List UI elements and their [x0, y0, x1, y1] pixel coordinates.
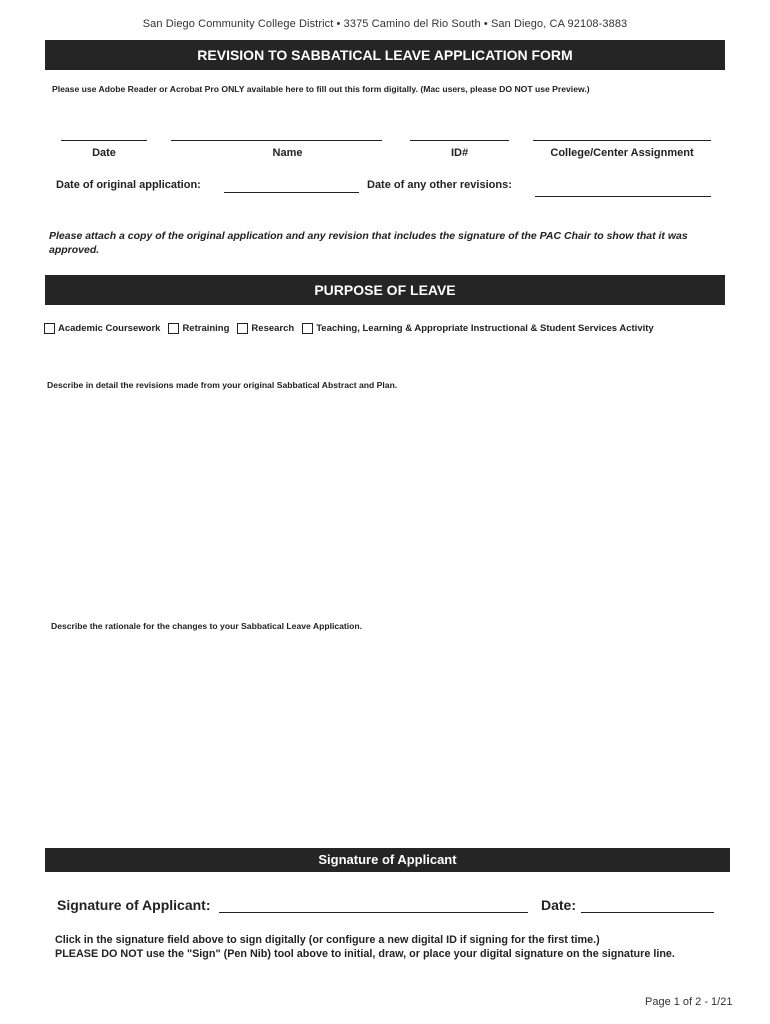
- date-field[interactable]: [61, 140, 147, 141]
- describe-revisions-label: Describe in detail the revisions made from your original Sabbatical Abstract and Plan.: [47, 380, 398, 390]
- checkbox-teaching-learning[interactable]: [302, 323, 313, 334]
- instructions-text: Please use Adobe Reader or Acrobat Pro ONLY available here to fill out this form digitally. (Mac users, please DO NOT use Preview.): [52, 84, 590, 94]
- id-field[interactable]: [410, 140, 509, 141]
- college-label: College/Center Assignment: [550, 147, 694, 159]
- checkbox-retraining[interactable]: [168, 323, 179, 334]
- other-revisions-label: Date of any other revisions:: [367, 179, 512, 191]
- form-title: REVISION TO SABBATICAL LEAVE APPLICATION FORM: [45, 40, 725, 70]
- option-label: Academic Coursework: [58, 323, 161, 334]
- checkbox-research[interactable]: [237, 323, 248, 334]
- signature-heading: Signature of Applicant: [45, 848, 730, 872]
- describe-rationale-label: Describe the rationale for the changes to your Sabbatical Leave Application.: [51, 621, 363, 631]
- signature-date-field[interactable]: [581, 912, 714, 913]
- signature-label: Signature of Applicant:: [57, 897, 211, 913]
- purpose-options: [44, 323, 654, 334]
- purpose-heading: PURPOSE OF LEAVE: [45, 275, 725, 305]
- signature-note-1: Click in the signature field above to sign digitally (or configure a new digital ID if signing for the first time.): [55, 934, 600, 946]
- purpose-option[interactable]: [237, 323, 294, 334]
- option-label: Teaching, Learning & Appropriate Instructional & Student Services Activity: [316, 323, 654, 334]
- signature-date-label: Date:: [541, 897, 577, 913]
- checkbox-academic-coursework[interactable]: [44, 323, 55, 334]
- revisions-text-area[interactable]: [47, 396, 727, 606]
- original-application-field[interactable]: [224, 192, 359, 193]
- college-field[interactable]: [533, 140, 711, 141]
- option-label: Research: [251, 323, 295, 334]
- original-application-label: Date of original application:: [56, 179, 201, 191]
- rationale-text-area[interactable]: [51, 638, 731, 838]
- purpose-option[interactable]: [302, 323, 654, 334]
- date-label: Date: [92, 147, 116, 159]
- page-number: Page 1 of 2 - 1/21: [645, 996, 733, 1008]
- option-label: Retraining: [182, 323, 230, 334]
- purpose-option[interactable]: [44, 323, 160, 334]
- id-label: ID#: [450, 147, 469, 159]
- other-revisions-field[interactable]: [535, 196, 711, 197]
- name-label: Name: [272, 147, 303, 159]
- attach-note: Please attach a copy of the original application and any revision that includes the signature of the PAC Chair to show that it was approved.: [49, 230, 688, 256]
- signature-note-2: PLEASE DO NOT use the "Sign" (Pen Nib) tool above to initial, draw, or place your digital signature on the signature line.: [55, 948, 675, 960]
- purpose-option[interactable]: [168, 323, 229, 334]
- signature-field[interactable]: [219, 912, 528, 913]
- district-address: San Diego Community College District • 3375 Camino del Rio South • San Diego, CA 92108-3883: [142, 18, 628, 30]
- name-field[interactable]: [171, 140, 382, 141]
